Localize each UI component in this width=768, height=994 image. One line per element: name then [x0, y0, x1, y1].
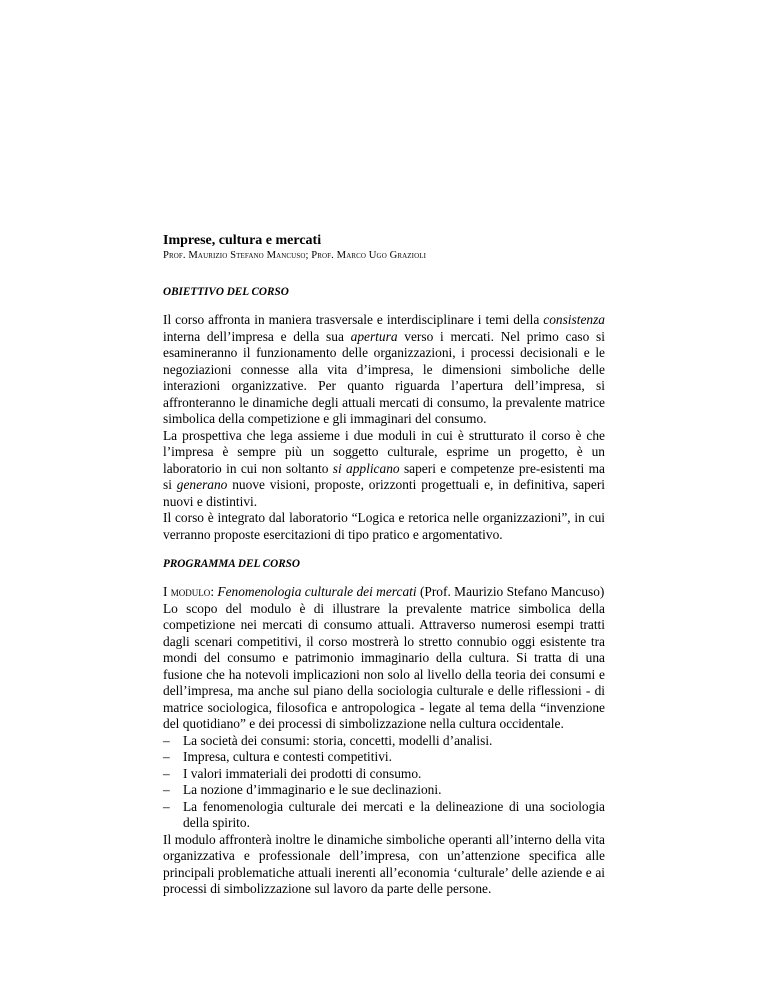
program-heading: PROGRAMMA DEL CORSO [163, 558, 300, 570]
objective-paragraph-3: Il corso è integrato dal laboratorio “Logica e retorica nelle organizzazioni”, in cui verranno proposte esercitazioni di tipo pratico e argomentativo. [163, 510, 605, 542]
list-item [163, 782, 605, 799]
topic-text: I valori immateriali dei prodotti di consumo. [183, 765, 422, 781]
module-separator: : [210, 584, 218, 599]
emphasis-apertura: apertura [350, 328, 398, 344]
objective-paragraph-2 [163, 428, 605, 511]
module-title: Fenomenologia culturale dei mercati [217, 584, 417, 599]
course-title: Imprese, cultura e mercati [163, 233, 322, 248]
emphasis-consistenza: consistenza [543, 312, 605, 327]
objective-paragraph-1 [163, 312, 605, 428]
dash-bullet-icon: – [163, 749, 170, 764]
topic-text: La nozione d’immaginario e le sue declinazioni. [183, 782, 442, 797]
topic-text: Impresa, cultura e contesti competitivi. [183, 749, 392, 764]
topic-text: La fenomenologia culturale dei mercati e la delineazione di una sociologia della spirito. [183, 798, 605, 830]
list-item [163, 799, 605, 832]
objective-text: interna dell’impresa e della sua [163, 328, 351, 344]
dash-bullet-icon: – [163, 765, 170, 781]
objective-heading: OBIETTIVO DEL CORSO [163, 286, 289, 298]
module-intro: Lo scopo del modulo è di illustrare la prevalente matrice simbolica della competizione nei mercati di consumo attuali. Attraverso numerosi esempi tratti dagli scenari competitivi, il corso mostrerà lo stretto connubio oggi esistente tra mondi del consumo e patrimonio immaginario della cultura. Si tratta di una fusione che ha notevoli implicazioni non solo al livello della teoria dei consumi e dell’impresa, ma anche sul piano della sociologia culturale e delle riflessioni - di matrice sociologica, filosofica e antropologica - legate al tema della “invenzione del quotidiano” e dei processi di simbolizzazione nella cultura occidentale. [163, 600, 605, 731]
topic-text: La società dei consumi: storia, concetti, modelli d’analisi. [183, 732, 493, 748]
module-title-line [163, 584, 605, 601]
objective-text: nuove visioni, proposte, orizzonti progettuali e, in definitiva, saperi nuovi e distintivi. [163, 477, 605, 509]
dash-bullet-icon: – [163, 732, 170, 748]
objective-text: La prospettiva che lega assieme i due moduli in cui è strutturato il corso è che l’impresa è sempre più un soggetto culturale, esprime un progetto, è un laboratorio in cui non soltanto [163, 427, 605, 476]
emphasis-si-applicano: si applicano [332, 460, 400, 476]
document-body [163, 232, 605, 898]
module-label: I modulo [163, 584, 211, 599]
list-item [163, 733, 605, 750]
emphasis-generano: generano [176, 477, 228, 492]
module-closing: Il modulo affronterà inoltre le dinamiche simboliche operanti all’interno della vita organizzativa e professionale dell’impresa, con un’attenzione specifica alle principali problematiche attuali inerenti all’economia ‘culturale’ delle aziende e ai processi di simbolizzazione sul lavoro da parte delle persone. [163, 831, 605, 896]
list-item [163, 749, 605, 766]
list-item [163, 766, 605, 783]
topic-list [163, 733, 605, 832]
dash-bullet-icon: – [163, 798, 170, 814]
dash-bullet-icon: – [163, 782, 170, 797]
module-teacher: (Prof. Maurizio Stefano Mancuso) [416, 584, 605, 599]
objective-text: Il corso affronta in maniera trasversale e interdisciplinare i temi della [163, 312, 544, 327]
objective-text: saperi e competenze pre-esistenti ma si [163, 460, 605, 492]
course-authors: Prof. Maurizio Stefano Mancuso; Prof. Marco Ugo Grazioli [163, 250, 427, 261]
objective-text: verso i mercati. Nel primo caso si esamineranno il funzionamento delle organizzazioni, i processi decisionali e le negoziazioni connesse alla vita d’impresa, le dimensioni simboliche delle interazioni organizzative. Per quanto riguarda l’apertura dell’impresa, si affronteranno le dinamiche degli attuali mercati di consumo, la prevalente matrice simbolica della competizione e gli immaginari del consumo. [163, 328, 605, 426]
